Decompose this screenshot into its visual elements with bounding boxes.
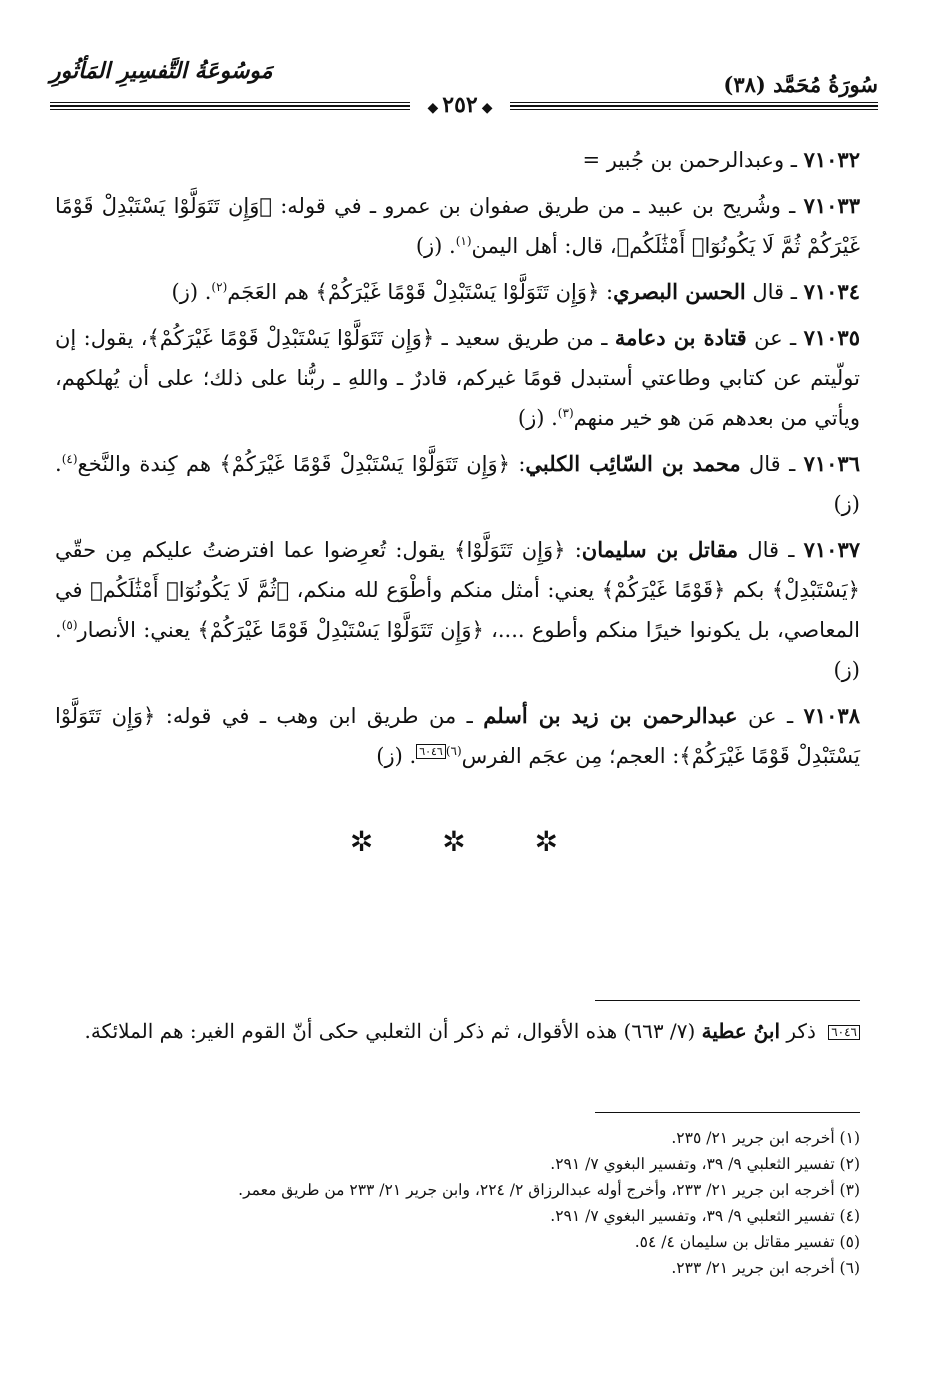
footnotes-rule bbox=[595, 1112, 860, 1113]
entry-text: : العجم؛ مِن عجَم الفرس bbox=[461, 744, 680, 768]
footnote-5: (٥) تفسير مقاتل بن سليمان ٤/ ٥٤. bbox=[634, 1233, 860, 1251]
entry-tail: . (ز) bbox=[415, 234, 456, 258]
entry-text: ـ قال bbox=[738, 538, 804, 562]
entry-number: ٧١٠٣٨ bbox=[803, 703, 860, 728]
entry-number: ٧١٠٣٥ bbox=[803, 325, 860, 350]
commentary-ref-box[interactable]: ٦٠٤٦ bbox=[416, 744, 446, 759]
quran-verse: ﴿ثُمَّ لَا يَكُونُوٓا۟ أَمْثَٰلَكُم﴾ bbox=[90, 578, 290, 602]
quran-verse: ﴿وَإِن تَتَوَلَّوْا﴾ bbox=[454, 538, 566, 562]
header-book-title: مَوسُوعَةُ التَّفسِيرِ المَأثُورِ bbox=[50, 58, 273, 84]
entry-71037 bbox=[55, 530, 860, 690]
footnote-ref[interactable]: (٢) bbox=[211, 280, 228, 294]
entry-text: ، قال: أهل اليمن bbox=[471, 234, 617, 258]
entry-71032 bbox=[55, 140, 860, 180]
quran-verse: ﴿وَإِن تَتَوَلَّوْا يَسْتَبْدِلْ قَوْمًا غَيْرَكُمْ﴾ bbox=[219, 452, 510, 476]
footnote-ref[interactable]: (٣) bbox=[557, 406, 574, 420]
entry-71038 bbox=[55, 696, 860, 776]
entry-tail: . (ز) bbox=[517, 406, 558, 430]
footnote-1: (١) أخرجه ابن جرير ٢١/ ٢٣٥. bbox=[671, 1129, 860, 1147]
entry-text: ، يقول: إن تولّيتم عن كتابي وطاعتي أستبدل قومًا غيركم، قادرٌ ـ واللهِ ـ ربُّنا على ذلك؛ على أن يُهلكهم، ويأتي من بعدهم مَن هو خير منهم bbox=[55, 326, 860, 430]
entry-text: ـ من طريق ابن وهب ـ في قوله: bbox=[155, 704, 484, 728]
page-number: ◆٢٥٢◆ bbox=[410, 94, 510, 119]
entry-number: ٧١٠٣٢ bbox=[803, 147, 860, 172]
entry-71035 bbox=[55, 318, 860, 438]
footnote-6: (٦) أخرجه ابن جرير ٢١/ ٢٣٣. bbox=[671, 1259, 860, 1277]
entry-71036 bbox=[55, 444, 860, 524]
entry-text: في المعاصي، بل يكونوا خيرًا منكم وأطوع ....، bbox=[55, 578, 860, 642]
narrator-name: عبدالرحمن بن زيد بن أسلم bbox=[483, 703, 738, 728]
footnote-ref[interactable]: (١) bbox=[455, 234, 472, 248]
entry-text: ـ من طريق سعيد ـ bbox=[434, 326, 615, 350]
narrator-name: مقاتل بن سليمان bbox=[581, 537, 739, 562]
commentary-number-box: ٦٠٤٦ bbox=[828, 1025, 860, 1040]
footnote-ref[interactable]: (٦) bbox=[445, 744, 462, 758]
footnote-ref[interactable]: (٤) bbox=[61, 452, 78, 466]
footnote-4: (٤) تفسير الثعلبي ٩/ ٣٩، وتفسير البغوي ٧/ ٢٩١. bbox=[550, 1207, 860, 1225]
entry-text: : bbox=[599, 280, 614, 304]
entry-text: ـ عن bbox=[737, 704, 804, 728]
quran-verse: ﴿يَسْتَبْدِلْ﴾ bbox=[771, 578, 860, 602]
entry-71034 bbox=[55, 272, 860, 312]
header-surah-title: سُورَةُ مُحَمَّد (٣٨) bbox=[723, 72, 878, 97]
entry-tail: . (ز) bbox=[55, 618, 860, 682]
entry-tail: . (ز) bbox=[171, 280, 212, 304]
entry-text: ـ وشُريح بن عبيد ـ من طريق صفوان بن عمرو ـ في قوله: bbox=[271, 194, 804, 218]
commentary-text: (٧/ ٦٦٣) هذه الأقوال، ثم ذكر أن الثعلبي حكى أنّ القوم الغير: هم الملائكة. bbox=[84, 1019, 702, 1043]
narrator-name: محمد بن السّائِب الكلبي bbox=[525, 451, 741, 476]
quran-verse: ﴿وَإِن تَتَوَلَّوْا يَسْتَبْدِلْ قَوْمًا غَيْرَكُمْ﴾ bbox=[315, 280, 600, 304]
entry-text: : bbox=[509, 452, 526, 476]
entry-number: ٧١٠٣٧ bbox=[803, 537, 861, 562]
footnotes bbox=[55, 1125, 860, 1281]
footnote-2: (٢) تفسير الثعلبي ٩/ ٣٩، وتفسير البغوي ٧/ ٢٩١. bbox=[550, 1155, 860, 1173]
quran-verse: ﴿وَإِن تَتَوَلَّوْا يَسْتَبْدِلْ قَوْمًا غَيْرَكُمْ﴾ bbox=[147, 326, 435, 350]
entry-text: ـ قال bbox=[745, 280, 804, 304]
entry-text: هم العَجَم bbox=[227, 280, 316, 304]
commentary-note bbox=[55, 1012, 860, 1050]
entry-text: ـ قال bbox=[740, 452, 804, 476]
commentary-text: ذكر bbox=[780, 1019, 823, 1043]
quran-verse: ﴿وَإِن تَتَوَلَّوْا يَسْتَبْدِلْ قَوْمًا غَيْرَكُمْ﴾ bbox=[197, 618, 484, 642]
commentary-author: ابنُ عطية bbox=[701, 1019, 781, 1043]
entry-text: بكم bbox=[725, 578, 772, 602]
entry-text: ـ وعبدالرحمن بن جُبير = bbox=[582, 148, 804, 172]
entry-text: : bbox=[565, 538, 582, 562]
footnote-3: (٣) أخرجه ابن جرير ٢١/ ٢٣٣، وأخرج أوله عبدالرزاق ٢/ ٢٢٤، وابن جرير ٢١/ ٢٣٣ من طريق معمر. bbox=[238, 1181, 860, 1199]
entry-tail: . (ز) bbox=[55, 452, 860, 516]
quran-verse: ﴿قَوْمًا غَيْرَكُمْ﴾ bbox=[601, 578, 726, 602]
entry-text: ـ عن bbox=[746, 326, 804, 350]
footnote-ref[interactable]: (٥) bbox=[61, 618, 78, 632]
narrator-name: الحسن البصري bbox=[613, 279, 746, 304]
commentary-rule bbox=[595, 1000, 860, 1001]
quran-verse: ﴿وَإِن تَتَوَلَّوْا يَسْتَبْدِلْ قَوْمًا غَيْرَكُمْ ثُمَّ لَا يَكُونُوٓا۟ أَمْثَٰلَكُم﴾ bbox=[55, 194, 860, 258]
entry-text: هم كِندة والنَّخع bbox=[77, 452, 220, 476]
quran-verse: ﴿وَإِن تَتَوَلَّوْا يَسْتَبْدِلْ قَوْمًا غَيْرَكُمْ﴾ bbox=[55, 704, 860, 768]
entry-text: يعني: أمثل منكم وأطْوَع لله منكم، bbox=[289, 578, 602, 602]
entry-71033 bbox=[55, 186, 860, 266]
main-text bbox=[55, 140, 860, 776]
narrator-name: قتادة بن دعامة bbox=[614, 325, 747, 350]
entry-tail: . (ز) bbox=[376, 744, 417, 768]
entry-text: يقول: تُعرِضوا عما افترضتُ عليكم مِن حقّي bbox=[55, 538, 455, 562]
entry-number: ٧١٠٣٦ bbox=[803, 451, 860, 476]
section-separator-stars: ✲ ✲ ✲ bbox=[349, 825, 589, 858]
entry-number: ٧١٠٣٤ bbox=[803, 279, 860, 304]
entry-number: ٧١٠٣٣ bbox=[803, 193, 860, 218]
entry-text: يعني: الأنصار bbox=[77, 618, 198, 642]
